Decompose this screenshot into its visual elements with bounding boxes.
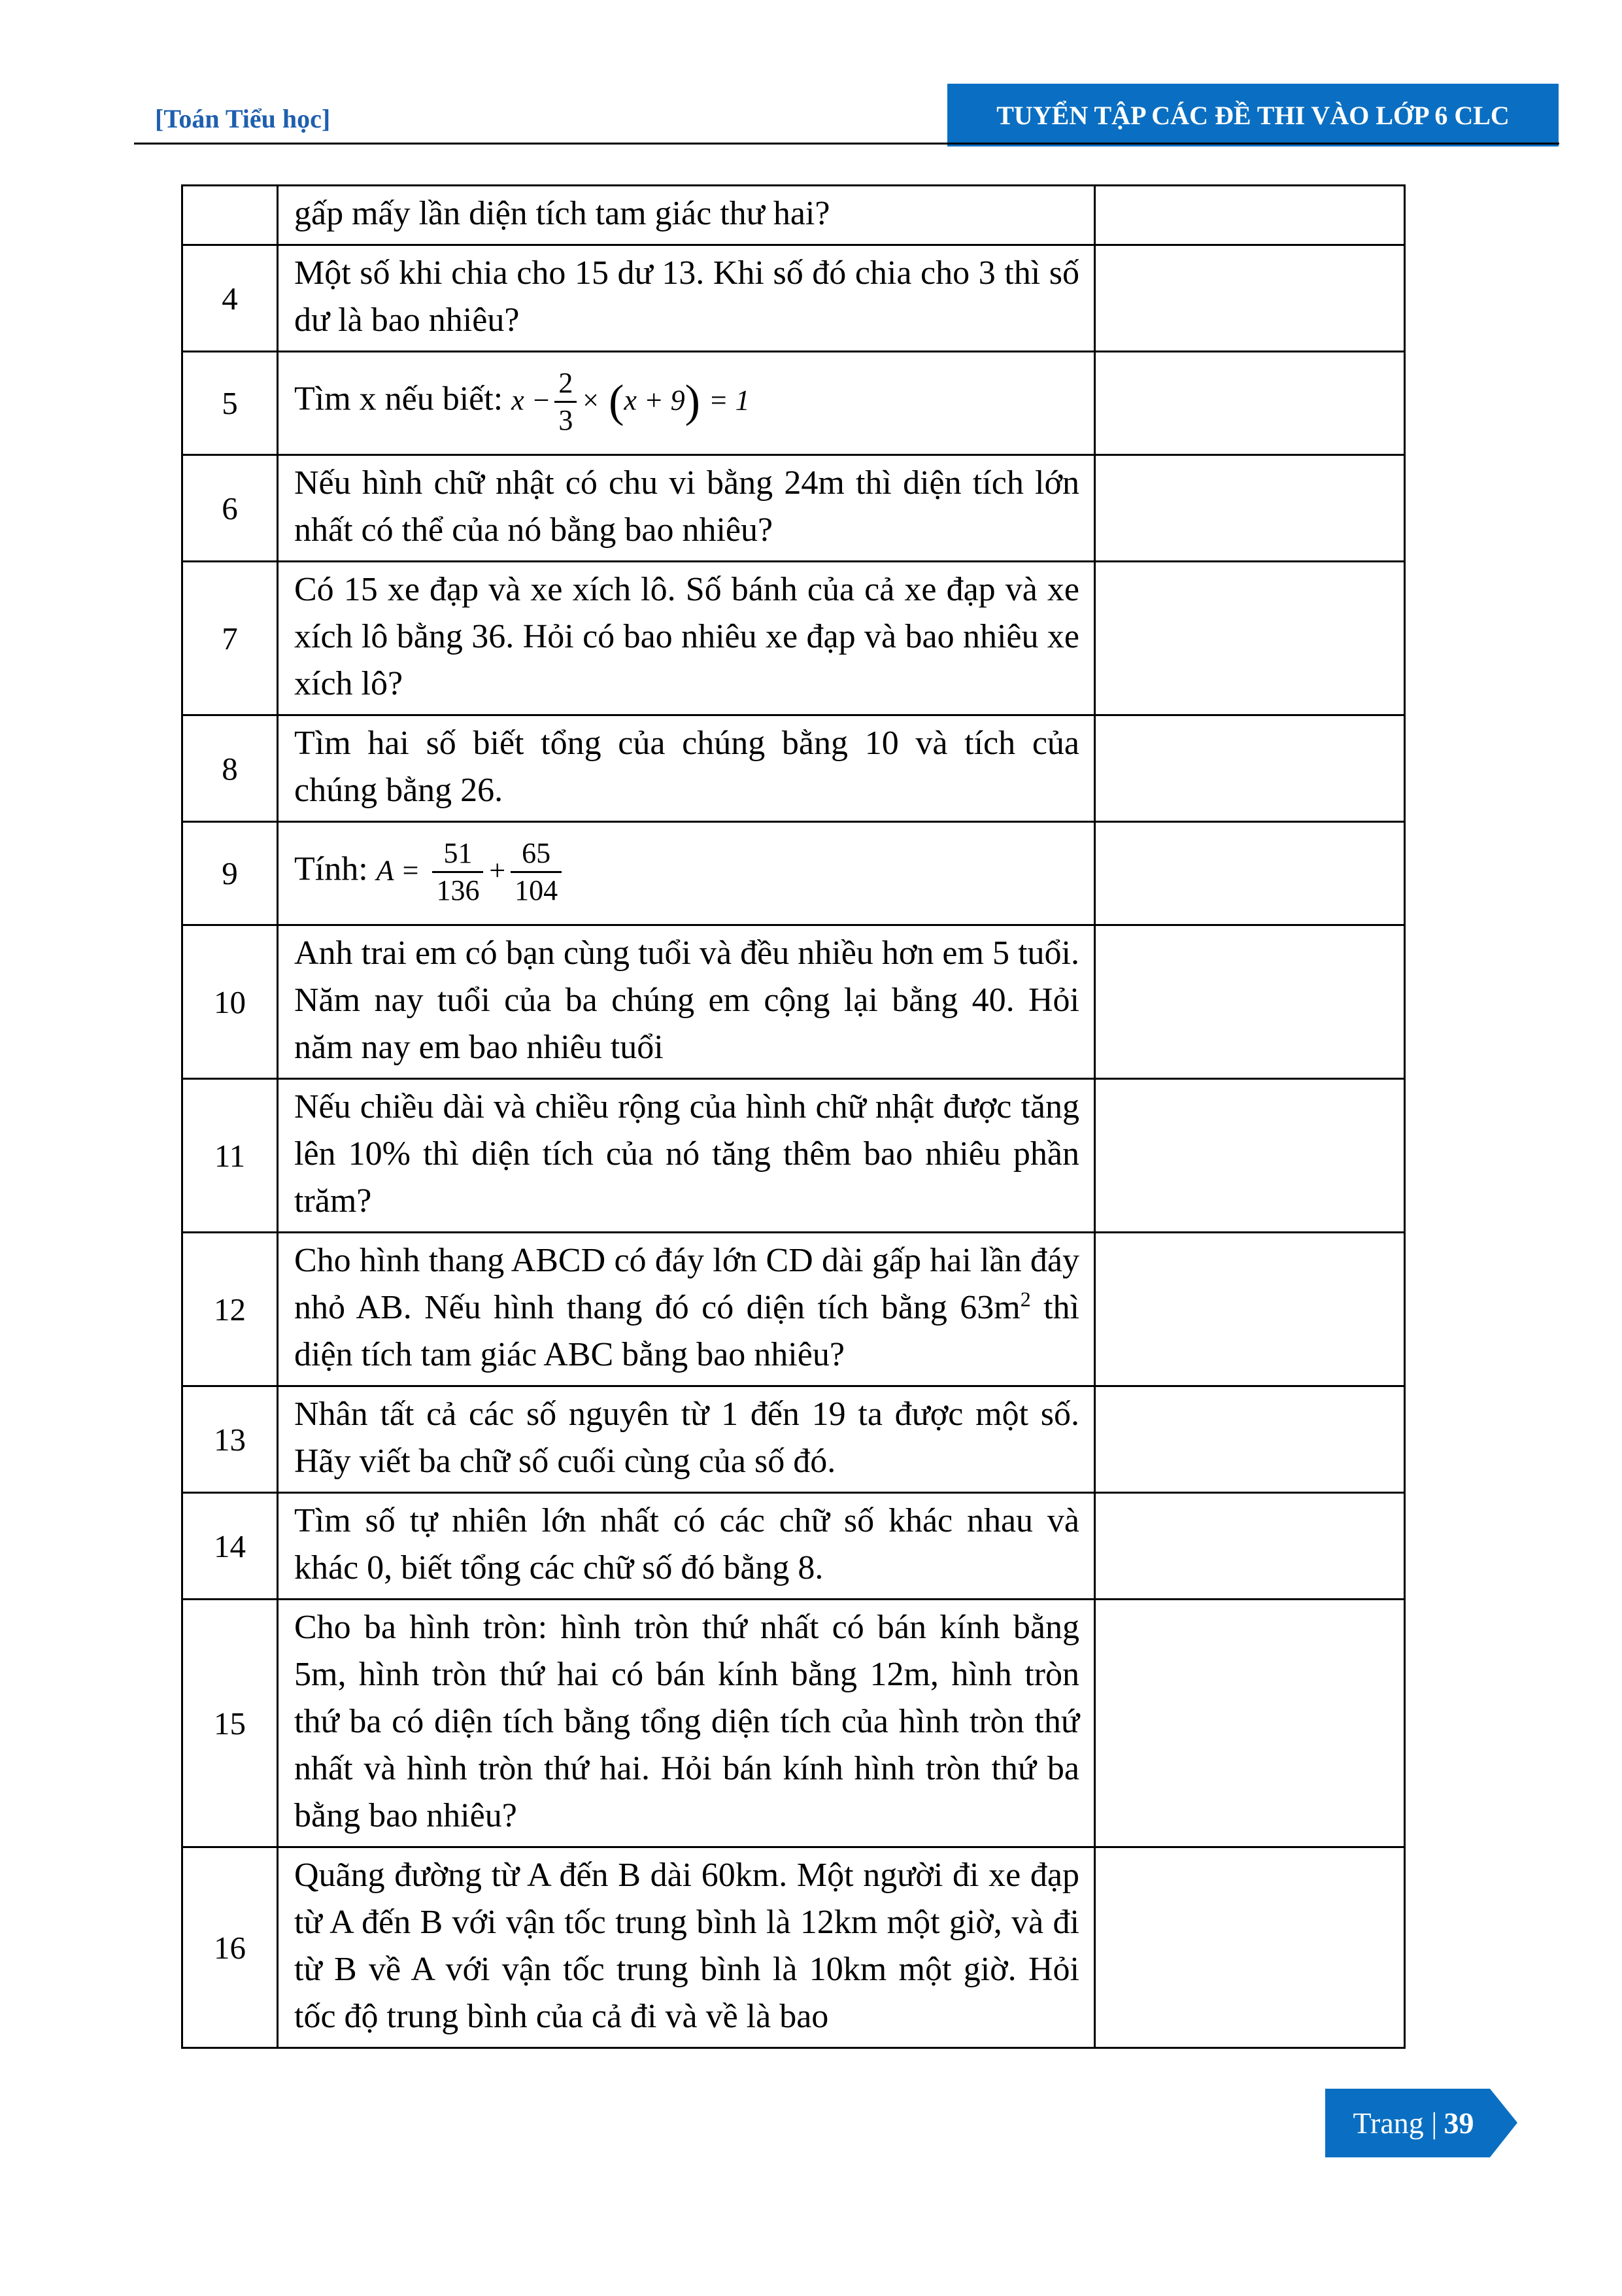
question-text <box>278 1233 1095 1386</box>
answer-cell <box>1095 1386 1405 1493</box>
answer-cell <box>1095 1847 1405 2048</box>
question-text: Có 15 xe đạp và xe xích lô. Số bánh của cả xe đạp và xe xích lô bằng 36. Hỏi có bao nhiêu xe đạp và bao nhiêu xe xích lô? <box>278 562 1095 715</box>
header-right-banner: TUYỂN TẬP CÁC ĐỀ THI VÀO LỚP 6 CLC <box>947 84 1559 146</box>
question-text-b: thì diện tích tam giác ABC bằng bao nhiêu? <box>294 1289 1079 1373</box>
question-text <box>278 352 1095 455</box>
question-text: Tìm số tự nhiên lớn nhất có các chữ số khác nhau và khác 0, biết tổng các chữ số đó bằng 8. <box>278 1493 1095 1600</box>
answer-cell <box>1095 822 1405 925</box>
question-text: Nếu hình chữ nhật có chu vi bằng 24m thì diện tích lớn nhất có thể của nó bằng bao nhiêu? <box>278 455 1095 562</box>
question-lead: Tính: <box>294 850 368 888</box>
row-number: 15 <box>182 1600 278 1847</box>
fraction <box>554 366 577 438</box>
paren-close: ) <box>684 376 700 427</box>
question-text: Nếu chiều dài và chiều rộng của hình chữ nhật được tăng lên 10% thì diện tích của nó tăng thêm bao nhiêu phần trăm? <box>278 1079 1095 1233</box>
question-text: Anh trai em có bạn cùng tuổi và đều nhiều hơn em 5 tuổi. Năm nay tuổi của ba chúng em cộng lại bằng 40. Hỏi năm nay em bao nhiêu tuổi <box>278 925 1095 1079</box>
superscript: 2 <box>1020 1287 1031 1311</box>
question-text <box>278 822 1095 925</box>
table-row <box>182 562 1405 715</box>
fraction-denominator: 104 <box>515 874 558 906</box>
row-number: 13 <box>182 1386 278 1493</box>
table-row <box>182 455 1405 562</box>
answer-cell <box>1095 186 1405 245</box>
page-value: 39 <box>1444 2106 1474 2140</box>
table-row <box>182 715 1405 822</box>
table-row <box>182 186 1405 245</box>
answer-cell <box>1095 352 1405 455</box>
row-number <box>182 186 278 245</box>
fraction <box>511 836 562 908</box>
answer-cell <box>1095 925 1405 1079</box>
header-left-title: [Toán Tiểu học] <box>155 104 331 133</box>
row-number: 4 <box>182 245 278 352</box>
fraction-numerator: 2 <box>554 366 577 403</box>
math-a-equals: A = <box>376 854 420 887</box>
row-number: 8 <box>182 715 278 822</box>
table-row <box>182 822 1405 925</box>
math-equals: = 1 <box>708 384 750 417</box>
page-number <box>1325 2089 1502 2157</box>
question-text: Tìm hai số biết tổng của chúng bằng 10 và tích của chúng bằng 26. <box>278 715 1095 822</box>
math-x-minus: x − <box>511 384 551 417</box>
answer-cell <box>1095 715 1405 822</box>
fraction-numerator: 51 <box>432 836 483 873</box>
question-text: gấp mấy lần diện tích tam giác thư hai? <box>278 186 1095 245</box>
table-row <box>182 1233 1405 1386</box>
question-text: Nhân tất cả các số nguyên từ 1 đến 19 ta được một số. Hãy viết ba chữ số cuối cùng của số đó. <box>278 1386 1095 1493</box>
row-number: 11 <box>182 1079 278 1233</box>
answer-cell <box>1095 245 1405 352</box>
table-row <box>182 1847 1405 2048</box>
row-number: 5 <box>182 352 278 455</box>
row-number: 14 <box>182 1493 278 1600</box>
questions-table <box>181 184 1406 2049</box>
answer-cell <box>1095 1493 1405 1600</box>
question-text: Một số khi chia cho 15 dư 13. Khi số đó chia cho 3 thì số dư là bao nhiêu? <box>278 245 1095 352</box>
table-row <box>182 1386 1405 1493</box>
answer-cell <box>1095 1233 1405 1386</box>
table-row <box>182 352 1405 455</box>
table-row <box>182 925 1405 1079</box>
row-number: 9 <box>182 822 278 925</box>
answer-cell <box>1095 1079 1405 1233</box>
row-number: 6 <box>182 455 278 562</box>
table-row <box>182 1493 1405 1600</box>
question-text: Quãng đường từ A đến B dài 60km. Một người đi xe đạp từ A đến B với vận tốc trung bình là 12km một giờ, và đi từ B về A với vận tốc trung bình là 10km một giờ. Hỏi tốc độ trung bình của cả đi và về là bao <box>278 1847 1095 2048</box>
math-times: × <box>581 384 601 417</box>
paren-open: ( <box>609 376 624 427</box>
row-number: 12 <box>182 1233 278 1386</box>
table-row <box>182 1079 1405 1233</box>
fraction-denominator: 3 <box>558 404 573 436</box>
table-row <box>182 245 1405 352</box>
row-number: 10 <box>182 925 278 1079</box>
math-inner: x + 9 <box>624 384 685 417</box>
fraction <box>432 836 483 908</box>
table-row <box>182 1600 1405 1847</box>
header-divider <box>134 143 1559 145</box>
answer-cell <box>1095 455 1405 562</box>
question-text-a: Cho hình thang ABCD có đáy lớn CD dài gấp hai lần đáy nhỏ AB. Nếu hình thang đó có diện tích bằng 63m <box>294 1242 1079 1326</box>
answer-cell <box>1095 1600 1405 1847</box>
question-lead: Tìm x nếu biết: <box>294 380 503 418</box>
fraction-denominator: 136 <box>436 874 480 906</box>
question-text: Cho ba hình tròn: hình tròn thứ nhất có bán kính bằng 5m, hình tròn thứ hai có bán kính bằng 12m, hình tròn thứ ba có diện tích bằng tổng diện tích của hình tròn thứ nhất và hình tròn thứ hai. Hỏi bán kính hình tròn thứ ba bằng bao nhiêu? <box>278 1600 1095 1847</box>
row-number: 16 <box>182 1847 278 2048</box>
math-plus: + <box>487 854 507 887</box>
page-label: Trang | <box>1353 2106 1438 2140</box>
row-number: 7 <box>182 562 278 715</box>
fraction-numerator: 65 <box>511 836 562 873</box>
answer-cell <box>1095 562 1405 715</box>
